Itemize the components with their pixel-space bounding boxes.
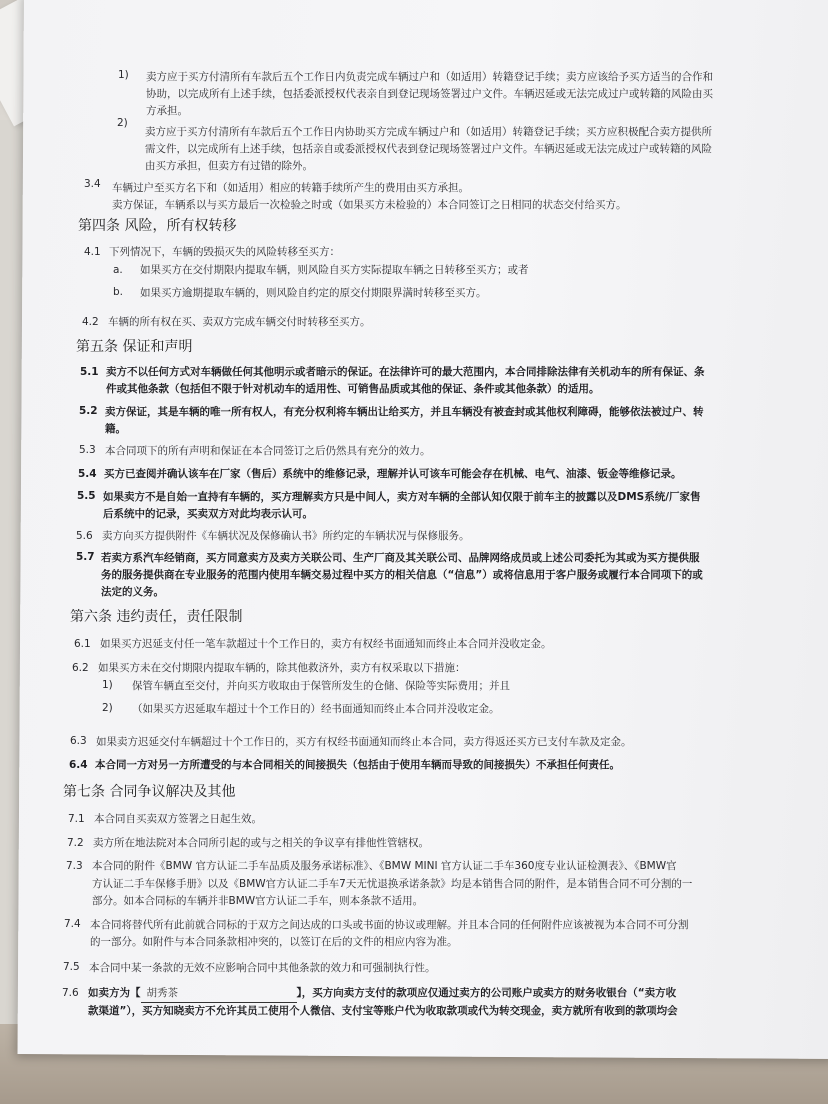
seller-name-field: 胡秀茶: [141, 985, 297, 1003]
clause-text: 卖方向买方提供附件《车辆状况及保修确认书》所约定的车辆状况与保修服务。: [102, 530, 470, 542]
clause-text: 法定的义务。: [101, 586, 164, 598]
section-heading: 第五条 保证和声明: [76, 339, 193, 355]
clause-number: 5.6: [76, 530, 93, 542]
clause-text: [88, 985, 676, 1003]
clause-number: 5.5: [77, 490, 96, 502]
clause-text: 如果买方迟延支付任一笔车款超过十个工作日的，卖方有权经书面通知而终止本合同并没收定金。: [100, 638, 552, 650]
section-heading: 第四条 风险，所有权转移: [78, 218, 237, 234]
item-number: 1): [118, 69, 129, 81]
clause-text: 如果买方在交付期限内提取车辆，则风险自买方实际提取车辆之日转移至买方；或者: [140, 264, 529, 276]
clause-text: 本合同一方对另一方所遭受的与本合同相关的间接损失（包括由于使用车辆而导致的间接损失）不承担任何责任。: [95, 759, 620, 771]
clause-number: 6.4: [69, 759, 88, 771]
item-number: b.: [113, 286, 124, 298]
clause-text: 卖方应于买方付清所有车款后五个工作日内负责完成车辆过户和（如适用）转籍登记手续；卖方应该给予买方适当的合作和: [146, 71, 713, 83]
clause-text: 买方已查阅并确认该车在厂家（售后）系统中的维修记录，理解并认可该车可能会存在机械、电气、油漆、钣金等维修记录。: [104, 468, 682, 480]
clause-text: 后系统中的记录，买卖双方对此均表示认可。: [103, 508, 313, 520]
clause-text-suffix: 】，买方向卖方支付的款项应仅通过卖方的公司账户或卖方的财务收银台（“卖方收: [296, 987, 677, 999]
clause-number: 7.2: [67, 837, 84, 849]
clause-number: 4.1: [84, 246, 101, 258]
clause-text: 务的服务提供商在专业服务的范围内使用车辆交易过程中买方的相关信息（“信息”）或将信息用于客户服务或履行本合同项下的或: [101, 569, 703, 581]
clause-number: 3.4: [84, 178, 101, 190]
clause-number: 7.6: [62, 987, 79, 999]
clause-text: 卖方所在地法院对本合同所引起的或与之相关的争议享有排他性管辖权。: [93, 837, 429, 849]
item-number: a.: [113, 264, 123, 276]
clause-text: 本合同自买卖双方签署之日起生效。: [94, 813, 262, 825]
clause-text: 籍。: [105, 423, 126, 435]
clause-number: 5.3: [79, 444, 96, 456]
clause-text: 如果卖方迟延交付车辆超过十个工作日的，买方有权经书面通知而终止本合同，卖方得返还买方已支付车款及定金。: [96, 736, 632, 748]
section-heading: 第七条 合同争议解决及其他: [63, 784, 236, 800]
clause-number: 7.4: [64, 918, 81, 930]
clause-number: 5.1: [80, 366, 99, 378]
clause-text: 协助，以完成所有上述手续，包括委派授权代表亲自到登记现场签署过户文件。车辆迟延或无法完成过户或转籍的风险由买: [146, 88, 713, 100]
clause-text: 款渠道”），买方知晓卖方不允许其员工使用个人微信、支付宝等账户代为收取款项或代为转交现金，卖方就所有收到的款项均会: [88, 1005, 678, 1017]
item-number: 1): [102, 679, 113, 691]
clause-text: 部分。如本合同标的车辆并非BMW官方认证二手车，则本条款不适用。: [92, 895, 424, 907]
clause-text: 卖方保证，车辆系以与买方最后一次检验之时或（如果买方未检验的）本合同签订之日相同的状态交付给买方。: [112, 199, 627, 211]
clause-number: 6.2: [72, 662, 89, 674]
clause-text: 保管车辆直至交付，并向买方收取由于保管所发生的仓储、保险等实际费用；并且: [132, 680, 510, 692]
clause-number: 7.5: [63, 961, 80, 973]
clause-text: 本合同的附件《BMW 官方认证二手车品质及服务承诺标准》、《BMW MINI 官方认证二手车360度专业认证检测表》、《BMW官: [92, 860, 677, 872]
clause-number: 4.2: [82, 316, 99, 328]
clause-text: 方认证二手车保修手册》以及《BMW官方认证二手车7天无忧退换承诺条款》均是本销售合同的附件，是本销售合同不可分割的一: [92, 878, 693, 890]
clause-number: 5.2: [79, 405, 98, 417]
clause-text: 如果卖方不是自始一直持有车辆的，买方理解卖方只是中间人，卖方对车辆的全部认知仅限于前车主的披露以及DMS系统/厂家售: [103, 491, 701, 503]
clause-text: 方承担。: [146, 105, 188, 117]
clause-text: 卖方不以任何方式对车辆做任何其他明示或者暗示的保证。在法律许可的最大范围内，本合同排除法律有关机动车的所有保证、条: [106, 366, 705, 378]
clause-text: 需文件，以完成所有上述手续，包括亲自或委派授权代表到登记现场签署过户文件。车辆迟延或无法完成过户或转籍的风险: [145, 143, 712, 155]
clause-text: 由买方承担，但卖方有过错的除外。: [145, 160, 313, 172]
clause-number: 7.3: [66, 860, 83, 872]
clause-text: 卖方保证，其是车辆的唯一所有权人，有充分权利将车辆出让给买方，并且车辆没有被查封或其他权利障碍，能够依法被过户、转: [105, 406, 704, 418]
clause-text: 车辆的所有权在买、卖双方完成车辆交付时转移至买方。: [108, 316, 371, 328]
clause-number: 5.7: [76, 551, 95, 563]
clause-number: 7.1: [68, 813, 85, 825]
clause-text: 如果买方未在交付期限内提取车辆的，除其他救济外，卖方有权采取以下措施：: [98, 662, 466, 674]
clause-number: 6.3: [70, 735, 87, 747]
clause-text: 若卖方系汽车经销商，买方同意卖方及卖方关联公司、生产厂商及其关联公司、品牌网络成员或上述公司委托为其或为买方提供服: [101, 552, 700, 564]
clause-text: 卖方应于买方付清所有车款后五个工作日内协助买方完成车辆过户和（如适用）转籍登记手续；买方应积极配合卖方提供所: [145, 126, 712, 138]
clause-text: 车辆过户至买方名下和（如适用）相应的转籍手续所产生的费用由买方承担。: [112, 182, 469, 194]
clause-text: 本合同项下的所有声明和保证在本合同签订之后仍然具有充分的效力。: [105, 445, 431, 457]
section-heading: 第六条 违约责任，责任限制: [70, 609, 243, 625]
item-number: 2): [117, 117, 128, 129]
clause-number: 6.1: [74, 638, 91, 650]
clause-number: 5.4: [78, 468, 97, 480]
item-number: 2): [102, 702, 113, 714]
clause-text: 下列情况下，车辆的毁损灭失的风险转移至买方：: [109, 246, 340, 258]
clause-text: 本合同将替代所有此前就合同标的于双方之间达成的口头或书面的协议或理解。并且本合同的任何附件应该被视为本合同不可分割: [90, 919, 689, 931]
clause-text-prefix: 如卖方为【: [88, 987, 141, 999]
clause-text: 本合同中某一条款的无效不应影响合同中其他条款的效力和可强制执行性。: [89, 962, 436, 974]
clause-text: 如果买方逾期提取车辆的，则风险自约定的原交付期限界满时转移至买方。: [140, 287, 487, 299]
clause-text: 件或其他条款（包括但不限于针对机动车的适用性、可销售品质或其他的保证、条件或其他条款）的适用。: [106, 383, 600, 395]
clause-text: 的一部分。如附件与本合同条款相冲突的，以签订在后的文件的相应内容为准。: [90, 936, 458, 948]
clause-text: （如果买方迟延取车超过十个工作日的）经书面通知而终止本合同并没收定金。: [132, 703, 500, 715]
